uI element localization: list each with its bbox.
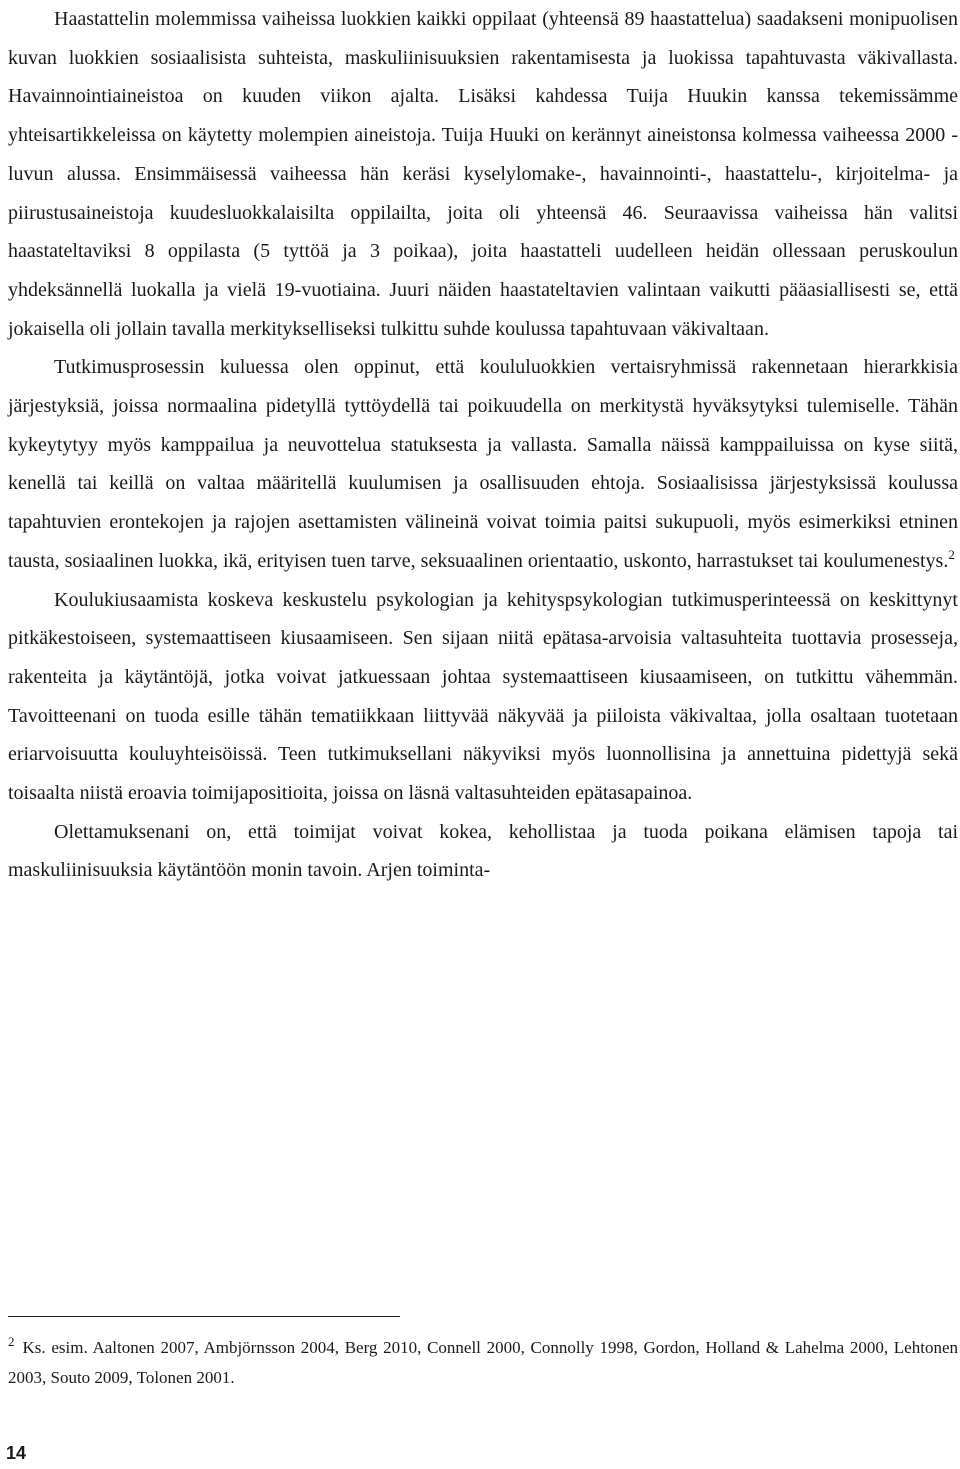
footnote	[8, 1333, 958, 1393]
page-number: 14	[6, 1443, 27, 1463]
page-body	[8, 0, 958, 890]
body-paragraph-3: Koulukiusaamista koskeva keskustelu psykologian ja kehityspsykologian tutkimusperinteessä on keskittynyt pitkäkestoiseen, systemaattiseen kiusaamiseen. Sen sijaan niitä epätasa-arvoisia valtasuhteita tuottavia prosesseja, rakenteita ja käytäntöjä, jotka voivat jatkuessaan johtaa systemaattiseen kiusaamiseen, on tutkittu vähemmän. Tavoitteenani on tuoda esille tähän tematiikkaan liittyvää näkyvää ja piiloista väkivaltaa, jolla osaltaan tuotetaan eriarvoisuutta kouluyhteisöissä. Teen tutkimuksellani näkyviksi myös luonnollisina ja annettuina pidettyjä sekä toisaalta niistä eroavia toimijapositioita, joissa on läsnä valtasuhteiden epätasapainoa.	[8, 588, 958, 805]
body-paragraph-4: Olettamuksenani on, että toimijat voivat kokea, kehollistaa ja tuoda poikana elämisen tapoja tai maskuliinisuuksia käytäntöön monin tavoin. Arjen toiminta-	[8, 820, 958, 882]
body-paragraph-2	[8, 348, 958, 580]
footnote-reference[interactable]: 2	[948, 546, 955, 562]
footnote-number: 2	[8, 1334, 15, 1349]
footnote-separator	[8, 1316, 400, 1317]
body-paragraph-1: Haastattelin molemmissa vaiheissa luokkien kaikki oppilaat (yhteensä 89 haastattelua) saadakseni monipuolisen kuvan luokkien sosiaalisista suhteista, maskuliinisuuksien rakentamisesta ja luokissa tapahtuvasta väkivallasta. Havainnointiaineistoa on kuuden viikon ajalta. Lisäksi kahdessa Tuija Huukin kanssa tekemissämme yhteisartikkeleissa on käytetty molempien aineistoja. Tuija Huuki on kerännyt aineistonsa kolmessa vaiheessa 2000 -luvun alussa. Ensimmäisessä vaiheessa hän keräsi kyselylomake-, havainnointi-, haastattelu-, kirjoitelma- ja piirustusaineistoja kuudesluokkalaisilta oppilailta, joita oli yhteensä 46. Seuraavissa vaiheissa hän valitsi haastateltaviksi 8 oppilasta (5 tyttöä ja 3 poikaa), joita haastatteli uudelleen heidän ollessaan peruskoulun yhdeksännellä luokalla ja vielä 19-vuotiaina. Juuri näiden haastateltavien valintaan vaikutti pääasiallisesti se, että jokaisella oli jollain tavalla merkitykselliseksi tulkittu suhde koulussa tapahtuvaan väkivaltaan.	[8, 8, 958, 340]
footnote-text: Ks. esim. Aaltonen 2007, Ambjörnsson 2004, Berg 2010, Connell 2000, Connolly 1998, Gordon, Holland & Lahelma 2000, Lehtonen 2003, Souto 2009, Tolonen 2001.	[8, 1338, 958, 1387]
body-paragraph-2-text: Tutkimusprosessin kuluessa olen oppinut, että koululuokkien vertaisryhmissä rakennetaan hierarkkisia järjestyksiä, joissa normaalina pidetyllä tyttöydellä tai poikuudella on merkitystä hyväksytyksi tulemiselle. Tähän kykeytytyy myös kamppailua ja neuvottelua statuksesta ja vallasta. Samalla näissä kamppailuissa on kyse siitä, kenellä tai keillä on valtaa määritellä kuulumisen ja osallisuuden ehtoja. Sosiaalisissa järjestyksissä koulussa tapahtuvien erontekojen ja rajojen asettamisten välineinä voivat toimia paitsi sukupuoli, myös esimerkiksi etninen tausta, sosiaalinen luokka, ikä, erityisen tuen tarve, seksuaalinen orientaatio, uskonto, harrastukset tai koulumenestys.	[8, 356, 958, 572]
